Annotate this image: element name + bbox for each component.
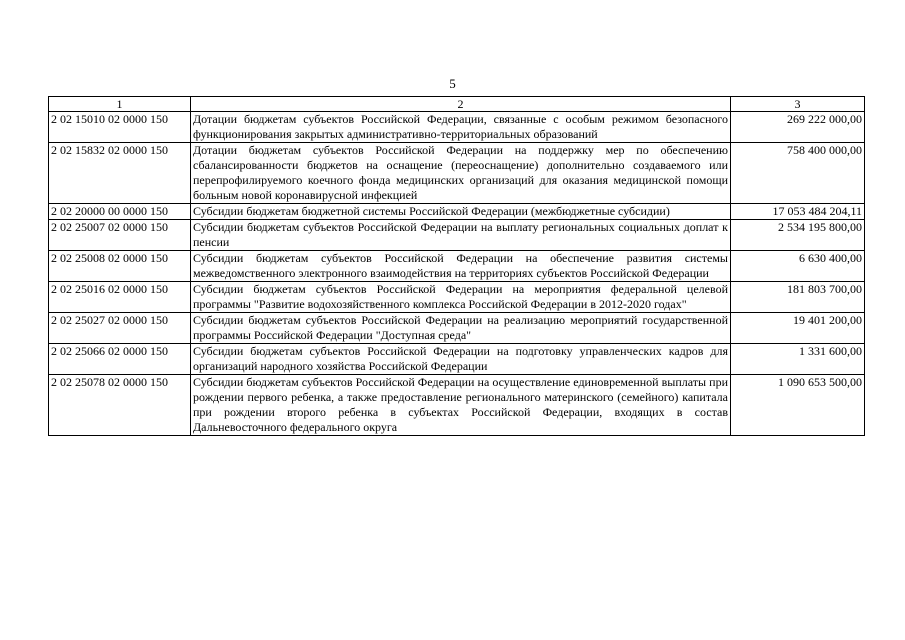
budget-code: 2 02 20000 00 0000 150 <box>49 204 191 220</box>
amount: 1 331 600,00 <box>731 344 865 375</box>
amount: 758 400 000,00 <box>731 143 865 204</box>
revenue-name: Субсидии бюджетам субъектов Российской Федерации на обеспечение развития системы межведомственного электронного взаимодействия на территориях субъектов Российской Федерации <box>191 251 731 282</box>
table-row <box>49 375 865 436</box>
revenue-name: Дотации бюджетам субъектов Российской Федерации, связанные с особым режимом безопасного функционирования закрытых административно-территориальных образований <box>191 112 731 143</box>
page-number: 5 <box>449 76 456 91</box>
amount: 269 222 000,00 <box>731 112 865 143</box>
revenue-name: Субсидии бюджетам субъектов Российской Федерации на подготовку управленческих кадров для организаций народного хозяйства Российской Федерации <box>191 344 731 375</box>
table-row <box>49 282 865 313</box>
revenue-name: Дотации бюджетам субъектов Российской Федерации на поддержку мер по обеспечению сбалансированности бюджетов на оснащение (переоснащение) дополнительно создаваемого или перепрофилируемого коечного фонда медицинских организаций для оказания медицинской помощи больным новой коронавирусной инфекцией <box>191 143 731 204</box>
column-number-row <box>49 97 865 112</box>
amount: 19 401 200,00 <box>731 313 865 344</box>
budget-code: 2 02 15832 02 0000 150 <box>49 143 191 204</box>
revenue-name: Субсидии бюджетам бюджетной системы Российской Федерации (межбюджетные субсидии) <box>191 204 731 220</box>
column-number-3: 3 <box>731 97 865 112</box>
column-number-1: 1 <box>49 97 191 112</box>
revenue-name: Субсидии бюджетам субъектов Российской Федерации на осуществление единовременной выплаты при рождении первого ребенка, а также предоставление регионального материнского (семейного) капитала при рождении второго ребенка в субъектах Российской Федерации, входящих в состав Дальневосточного федерального округа <box>191 375 731 436</box>
table-row <box>49 313 865 344</box>
budget-code: 2 02 25007 02 0000 150 <box>49 220 191 251</box>
amount: 181 803 700,00 <box>731 282 865 313</box>
column-number-2: 2 <box>191 97 731 112</box>
revenue-name: Субсидии бюджетам субъектов Российской Федерации на реализацию мероприятий государственной программы Российской Федерации "Доступная среда" <box>191 313 731 344</box>
table-row <box>49 220 865 251</box>
budget-code: 2 02 25008 02 0000 150 <box>49 251 191 282</box>
budget-code: 2 02 25016 02 0000 150 <box>49 282 191 313</box>
revenue-name: Субсидии бюджетам субъектов Российской Федерации на мероприятия федеральной целевой программы "Развитие водохозяйственного комплекса Российской Федерации в 2012-2020 годах" <box>191 282 731 313</box>
budget-code: 2 02 25027 02 0000 150 <box>49 313 191 344</box>
table-row <box>49 251 865 282</box>
amount: 17 053 484 204,11 <box>731 204 865 220</box>
revenue-name: Субсидии бюджетам субъектов Российской Федерации на выплату региональных социальных доплат к пенсии <box>191 220 731 251</box>
amount: 1 090 653 500,00 <box>731 375 865 436</box>
budget-code: 2 02 25078 02 0000 150 <box>49 375 191 436</box>
table-row <box>49 344 865 375</box>
table-row <box>49 112 865 143</box>
table-row <box>49 204 865 220</box>
amount: 2 534 195 800,00 <box>731 220 865 251</box>
budget-code: 2 02 25066 02 0000 150 <box>49 344 191 375</box>
budget-code: 2 02 15010 02 0000 150 <box>49 112 191 143</box>
budget-revenue-table <box>48 96 865 436</box>
table-row <box>49 143 865 204</box>
amount: 6 630 400,00 <box>731 251 865 282</box>
